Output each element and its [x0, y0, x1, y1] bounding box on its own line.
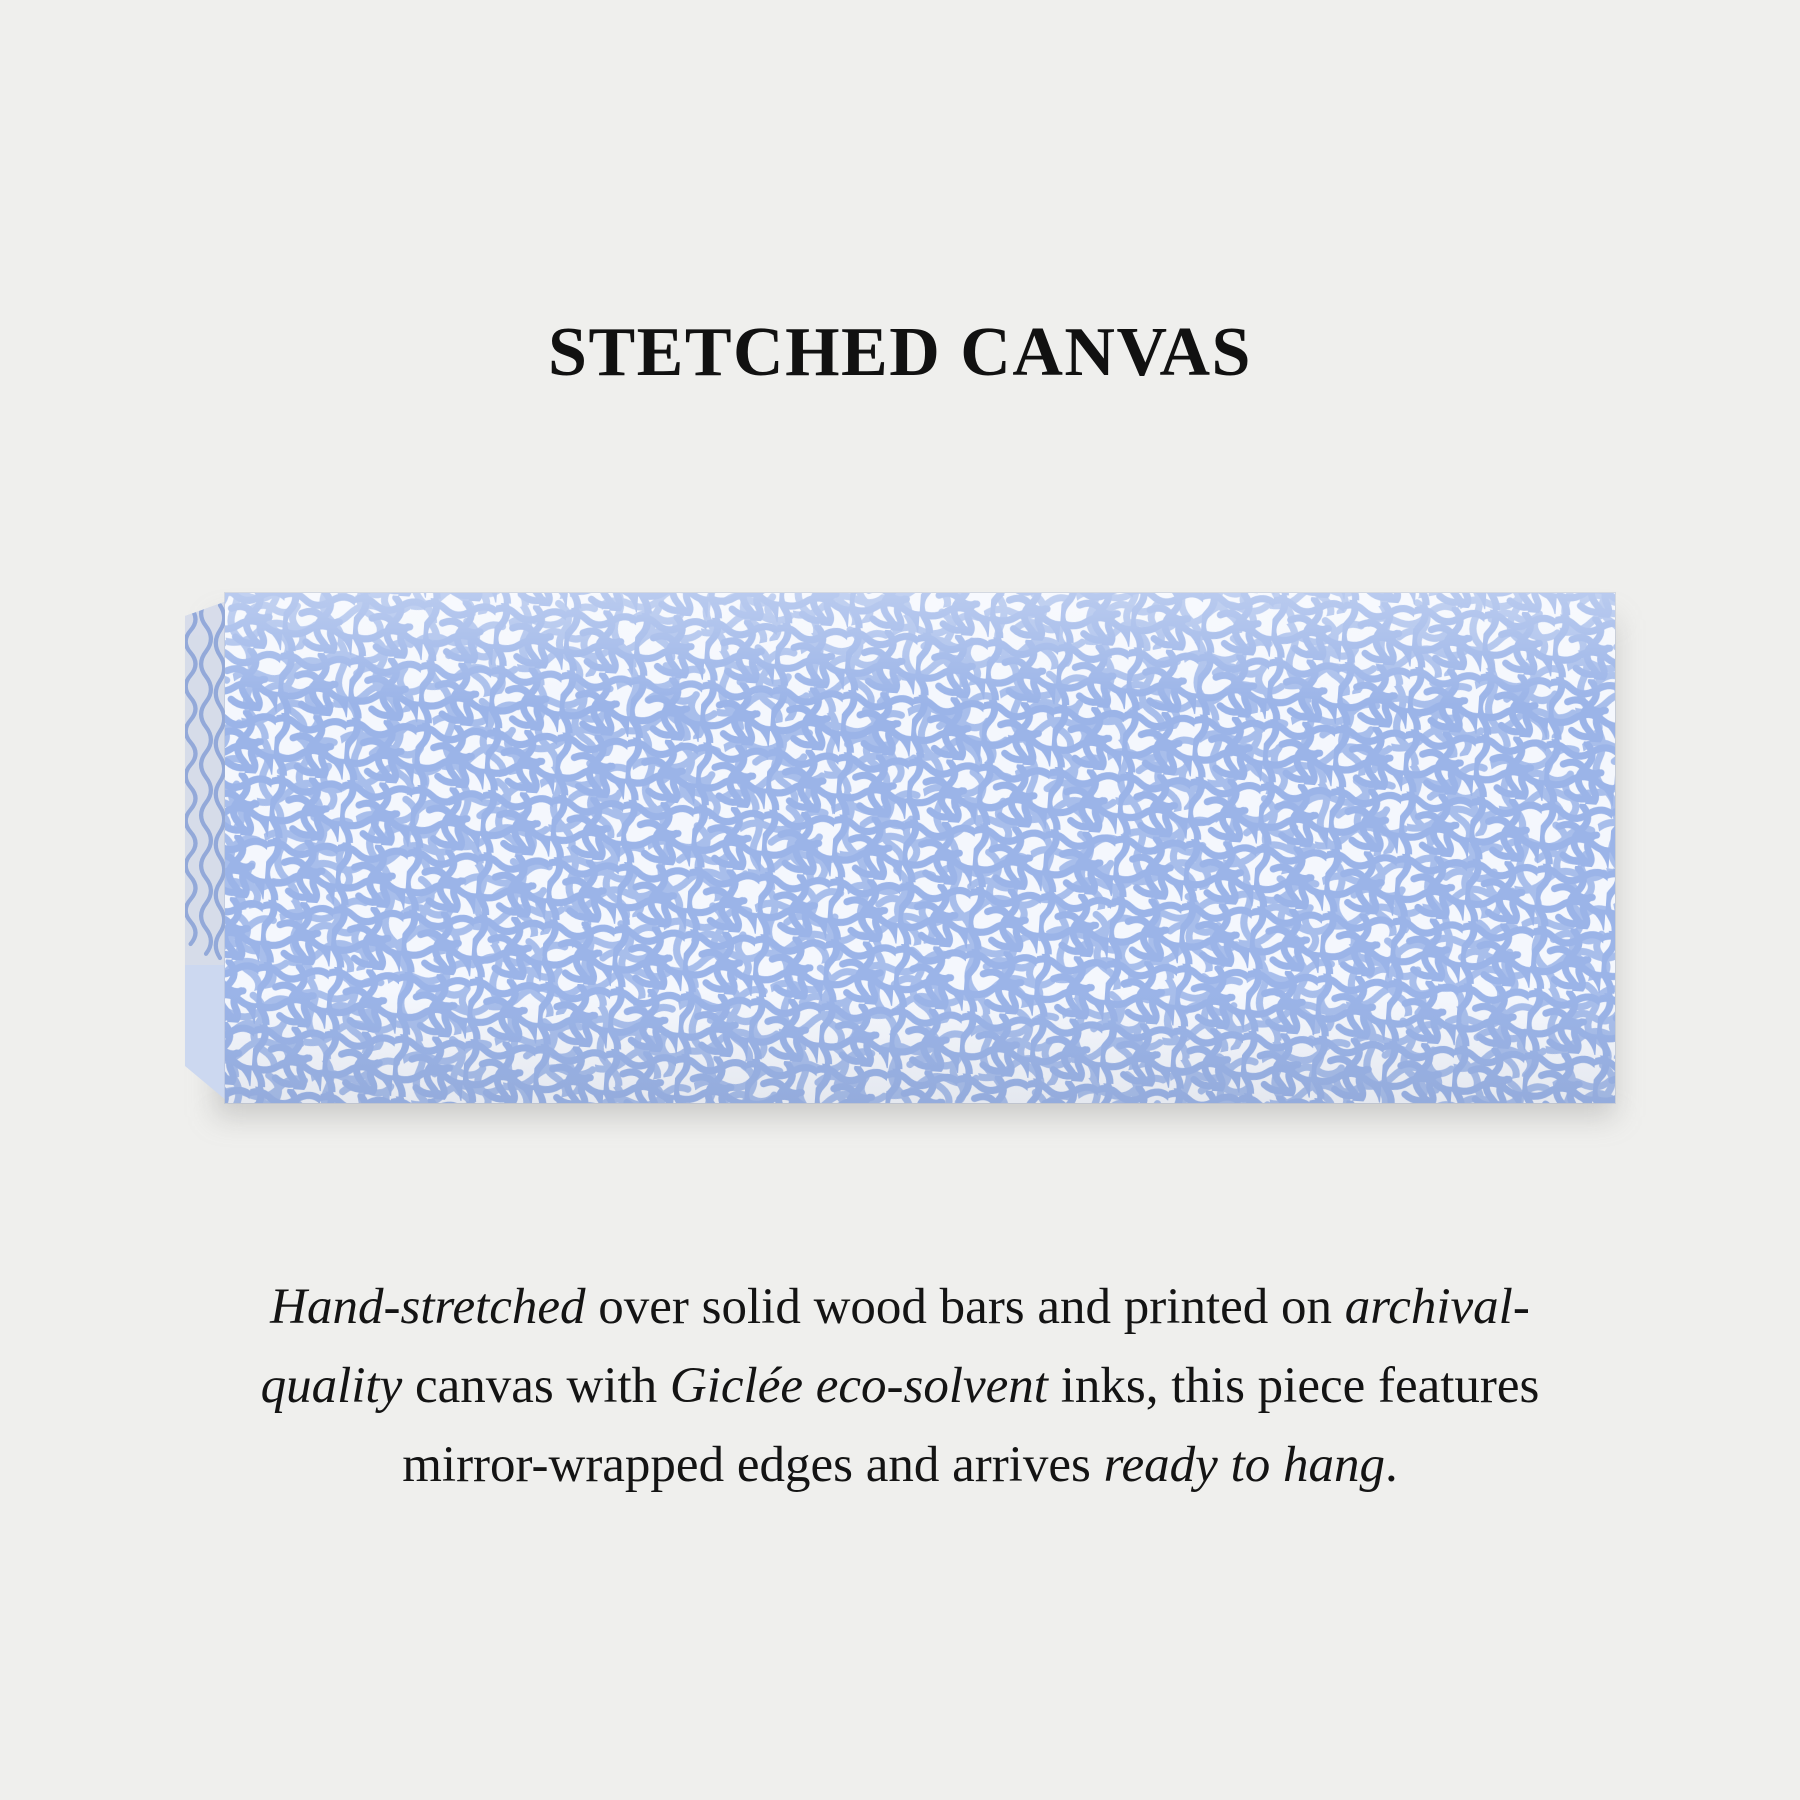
canvas-artwork-face — [225, 593, 1615, 1103]
description-emphasis: archival-quality — [260, 1279, 1530, 1415]
description-emphasis: ready to hang — [1103, 1437, 1385, 1494]
page-title: STETCHED CANVAS — [548, 314, 1252, 391]
canvas-product-mockup — [185, 593, 1615, 1113]
description-plain: over solid wood bars and printed on — [585, 1279, 1345, 1335]
organic-maze-pattern — [225, 593, 1615, 1103]
description-plain: inks, this piece features mirror-wrapped edges and arrives — [402, 1358, 1540, 1494]
description-plain: . — [1385, 1437, 1398, 1494]
description-emphasis: Giclée eco-solvent — [669, 1358, 1048, 1415]
description-emphasis: Hand-stretched — [270, 1279, 586, 1335]
product-description — [240, 1268, 1560, 1505]
edge-pattern-texture — [185, 601, 227, 965]
description-plain: canvas with — [402, 1358, 670, 1415]
description-text — [261, 1279, 1540, 1493]
canvas-wrapped-edge — [185, 601, 227, 1101]
